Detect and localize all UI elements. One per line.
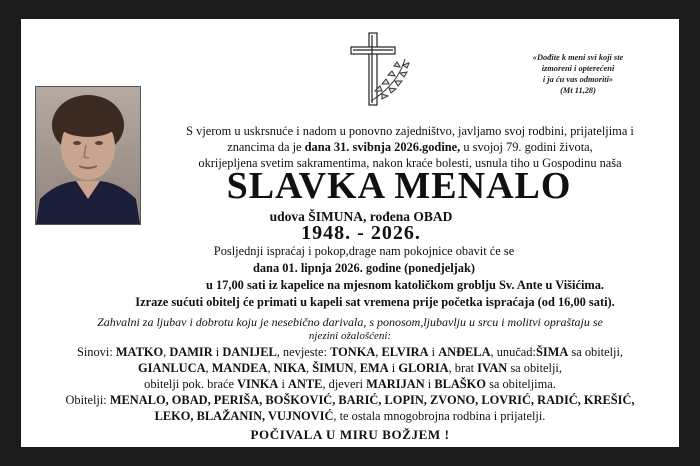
cross-with-palm-icon [343, 29, 413, 109]
brother-label: , brat [448, 361, 478, 375]
funeral-date: dana 01. lipnja 2026. godine (ponedjeljak) [252, 261, 476, 275]
mourner-name: ANĐELA [438, 345, 491, 359]
mourners-grandchildren-line [31, 360, 669, 376]
funeral-location: u 17,00 sati iz kapelice na mjesnom katoličkom groblju Sv. Ante u Višićima. [205, 278, 604, 292]
separator: i [424, 377, 435, 391]
separator: , [205, 361, 212, 375]
family-names: MENALO, OBAD, PERIŠA, BOŠKOVIĆ, BARIĆ, LOPIN, ZVONO, LOVRIĆ, RADIĆ, KREŠIĆ, [109, 393, 635, 407]
separator: , [267, 361, 274, 375]
families-label: Obitelji: [65, 393, 110, 407]
life-years: 1948. - 2026. [301, 222, 421, 244]
mourner-name: GIANLUCA [138, 361, 206, 375]
portrait-image [36, 87, 140, 224]
mourner-name: MATKO [115, 345, 164, 359]
separator: , [306, 361, 313, 375]
thanks-line-2: njezini ožalošćeni: [308, 330, 392, 342]
family-names: LEKO, BLAŽANIN, VUJNOVIĆ [154, 409, 334, 423]
deceased-portrait [35, 86, 141, 225]
separator: , [375, 345, 382, 359]
mourners-families-line [31, 392, 669, 408]
intro-text: u svojoj 79. godini života, [460, 140, 593, 154]
sons-label: Sinovi: [76, 345, 116, 359]
mourner-name: DANIJEL [222, 345, 277, 359]
late-brothers-label: obitelji pok. braće [144, 377, 238, 391]
mourner-name: ELVIRA [381, 345, 429, 359]
widow-of-line: udova ŠIMUNA, rođena OBAD [269, 209, 453, 224]
separator: i [388, 361, 399, 375]
quote-line-1: «Dođite k meni svi koji ste [532, 53, 624, 62]
mourner-name: ŠIMA [535, 345, 569, 359]
separator: i [278, 377, 289, 391]
mourner-name: TONKA [330, 345, 376, 359]
quote-line-3: i ja ću vas odmoriti» [542, 75, 614, 84]
death-date: dana 31. svibnja 2026.godine, [304, 140, 461, 154]
deceased-name: SLAVKA MENALO [226, 165, 572, 207]
daughters-in-law-label: , nevjeste: [276, 345, 331, 359]
funeral-line-1: Posljednji ispraćaj i pokop,drage nam pokojnice obavit će se [213, 244, 515, 258]
brothers-in-law-label: , djeveri [322, 377, 367, 391]
grandchildren-label: , unučad: [490, 345, 536, 359]
intro-line-2 [149, 139, 671, 155]
intro-text: znancima da je [227, 140, 305, 154]
condolences-info: Izraze sućuti obitelj će primati u kapeli sat vremena prije početka ispraćaja (od 16,00 sati). [135, 295, 615, 309]
mourner-name: NIKA [273, 361, 307, 375]
mourner-name: MANDEA [211, 361, 268, 375]
obituary-card [21, 19, 679, 447]
separator: , [353, 361, 360, 375]
mourner-name: GLORIA [398, 361, 449, 375]
mourner-name: EMA [359, 361, 389, 375]
mourner-name: IVAN [477, 361, 508, 375]
families-tail: , te ostala mnogobrojna rodbina i prijatelji. [333, 409, 546, 423]
thanks-line-1: Zahvalni za ljubav i dobrotu koju je nesebično darivala, s ponosom,ljubavlju u srcu i molitvi opraštaju se [97, 315, 603, 329]
mourner-name: MARIJAN [366, 377, 425, 391]
bible-quote [493, 52, 663, 96]
mourner-name: ŠIMUN [312, 361, 354, 375]
separator: sa obiteljima. [485, 377, 556, 391]
separator: sa obitelji, [507, 361, 562, 375]
quote-reference: (Mt 11,28) [560, 86, 596, 95]
mourners-brothers-line [31, 376, 669, 392]
mourner-name: DAMIR [169, 345, 213, 359]
intro-line-3: okrijepljena svetim sakramentima, nakon kraće bolesti, usnula tiho u Gospodinu naša [198, 156, 622, 170]
quote-line-2: izmoreni i opterećeni [541, 64, 615, 73]
separator: i [212, 345, 223, 359]
mourner-name: VINKA [237, 377, 279, 391]
mourner-name: BLAŠKO [434, 377, 486, 391]
announcement-intro [149, 123, 671, 171]
closing-blessing: POČIVALA U MIRU BOŽJEM ! [250, 427, 450, 442]
mourner-name: ANTE [288, 377, 323, 391]
mourners-sons-line [31, 344, 669, 360]
separator: i [428, 345, 439, 359]
mourners-families-line-2 [31, 408, 669, 424]
separator: , [163, 345, 170, 359]
separator: sa obitelji, [568, 345, 624, 359]
intro-line-1: S vjerom u uskrsnuće i nadom u ponovno zajedništvo, javljamo svoj rodbini, prijateljima i [186, 124, 634, 138]
